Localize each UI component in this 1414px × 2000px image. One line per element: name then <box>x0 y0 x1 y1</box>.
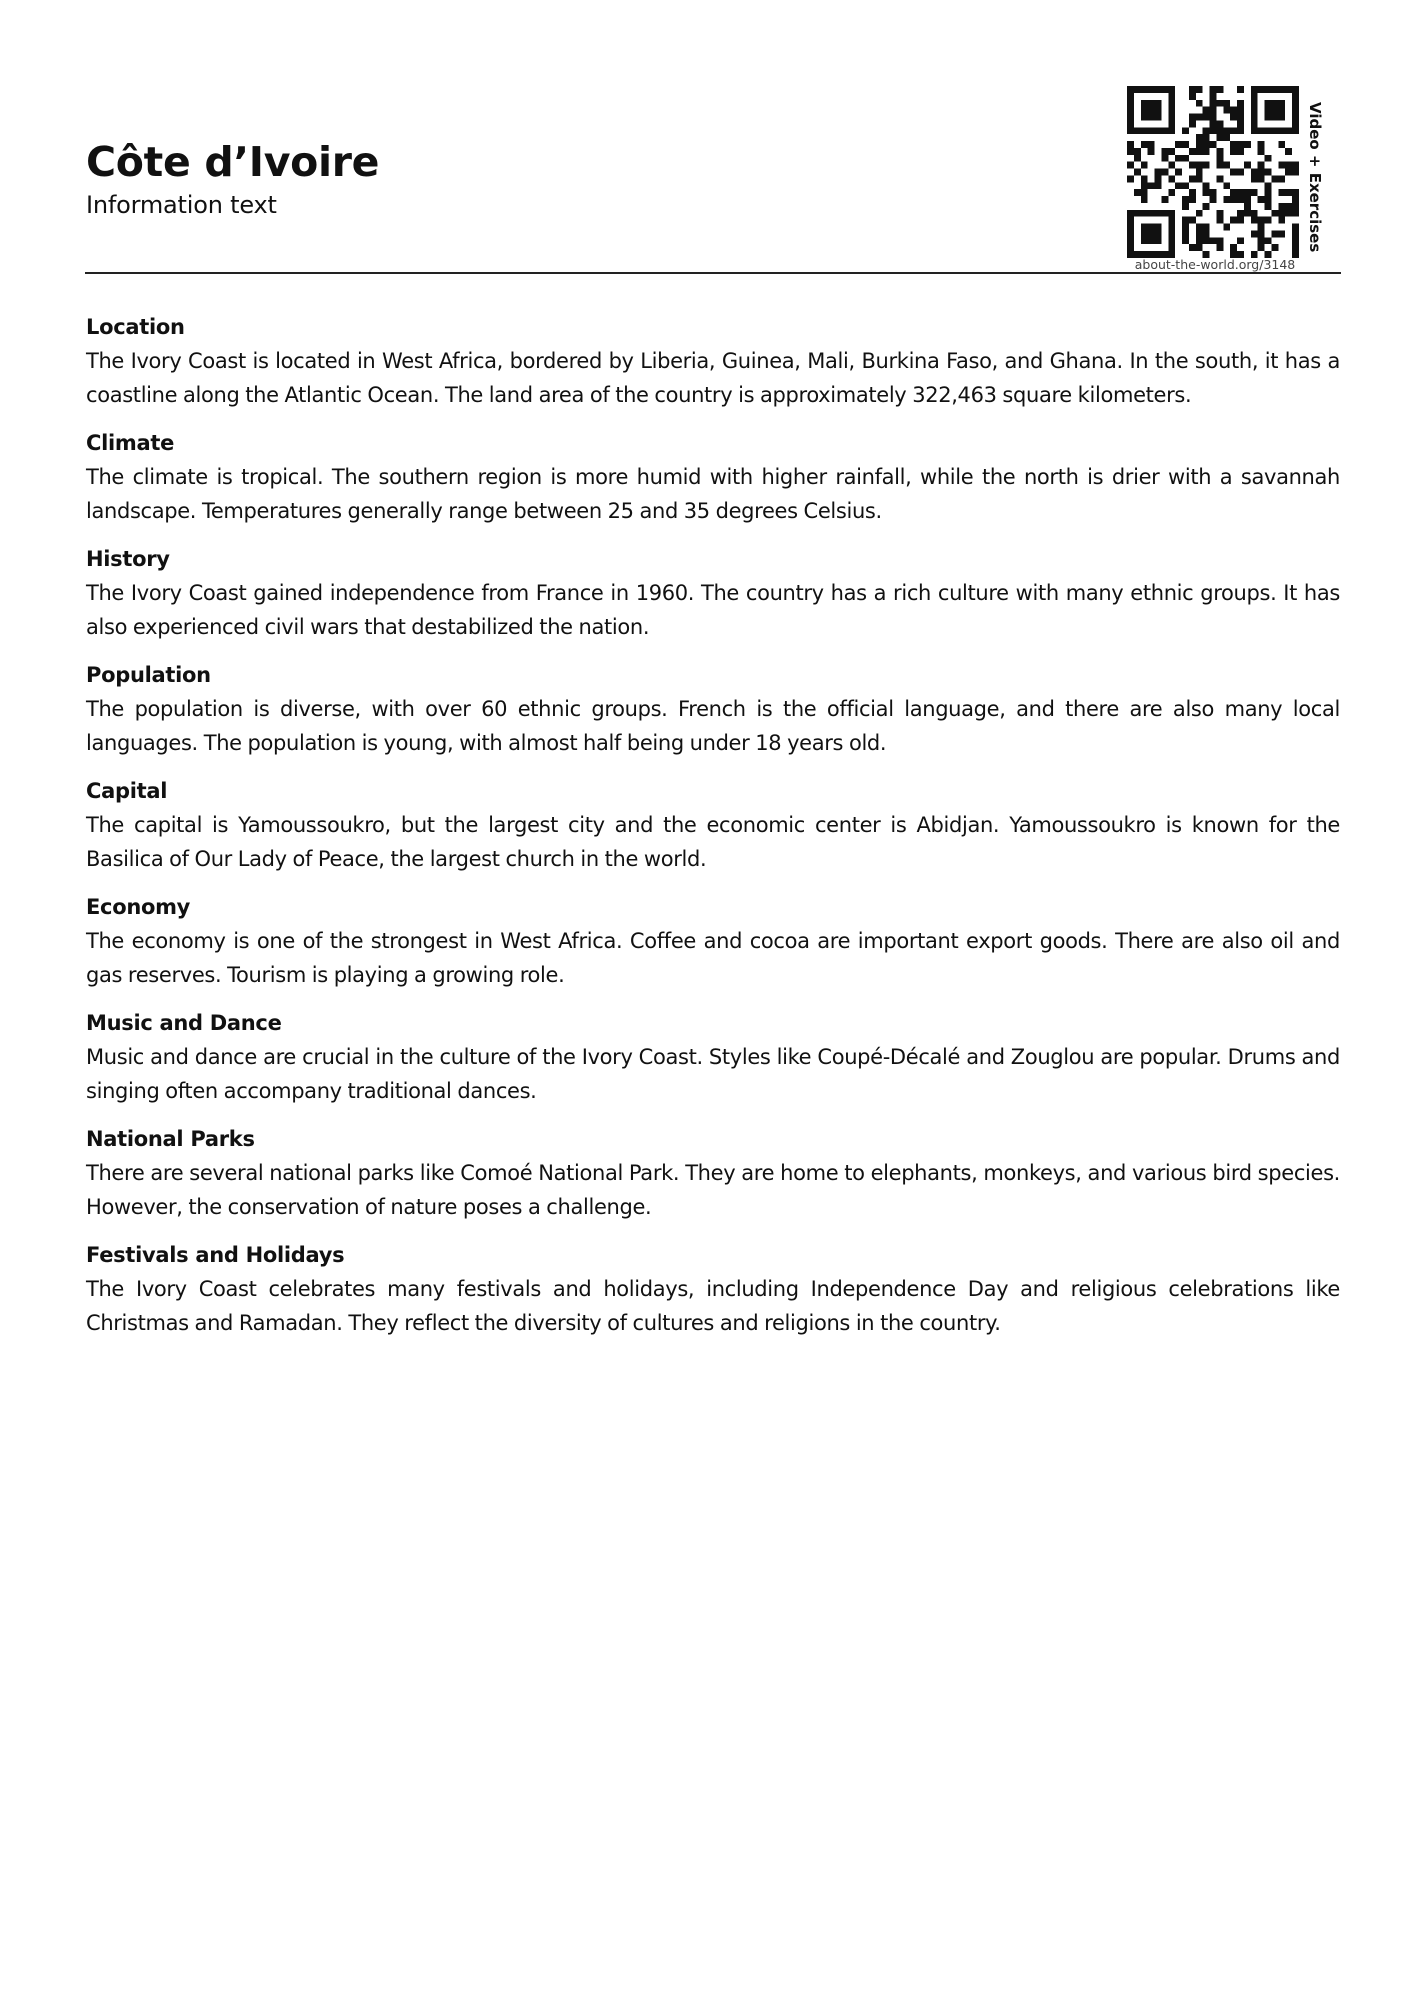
source-url[interactable]: about-the-world.org/3148 <box>1134 257 1296 272</box>
section-text: The Ivory Coast is located in West Africa, bordered by Liberia, Guinea, Mali, Burkina Faso, and Ghana. In the south, it has a coastline along the Atlantic Ocean. The land area of the country is approximately 322,463 square kilometers. <box>86 349 1340 407</box>
page-subtitle: Information text <box>86 191 277 219</box>
section-festivals-and-holidays <box>86 1238 1340 1340</box>
qr-code-icon[interactable] <box>1127 86 1299 258</box>
section-heading: Capital <box>86 779 168 803</box>
section-text: The capital is Yamoussoukro, but the largest city and the economic center is Abidjan. Yamoussoukro is known for the Basilica of Our Lady of Peace, the largest church in the world. <box>86 813 1340 871</box>
section-music-and-dance <box>86 1006 1340 1108</box>
section-heading: History <box>86 547 170 571</box>
section-text: The Ivory Coast gained independence from France in 1960. The country has a rich culture with many ethnic groups. It has also experienced civil wars that destabilized the nation. <box>86 581 1340 639</box>
section-history <box>86 542 1340 644</box>
section-national-parks <box>86 1122 1340 1224</box>
section-text: The climate is tropical. The southern region is more humid with higher rainfall, while the north is drier with a savannah landscape. Temperatures generally range between 25 and 35 degrees Celsius. <box>86 465 1340 523</box>
section-population <box>86 658 1340 760</box>
section-capital <box>86 774 1340 876</box>
section-heading: National Parks <box>86 1127 255 1151</box>
section-heading: Population <box>86 663 211 687</box>
page-title: Côte d’Ivoire <box>86 138 380 186</box>
section-climate <box>86 426 1340 528</box>
header-divider <box>85 272 1341 274</box>
section-text: The population is diverse, with over 60 ethnic groups. French is the official language, and there are also many local languages. The population is young, with almost half being under 18 years old. <box>86 697 1340 755</box>
section-text: The economy is one of the strongest in West Africa. Coffee and cocoa are important export goods. There are also oil and gas reserves. Tourism is playing a growing role. <box>86 929 1340 987</box>
section-heading: Festivals and Holidays <box>86 1243 345 1267</box>
video-exercises-label: Video + Exercises <box>1306 102 1324 253</box>
section-text: The Ivory Coast celebrates many festivals and holidays, including Independence Day and religious celebrations like Christmas and Ramadan. They reflect the diversity of cultures and religions in the country. <box>86 1277 1340 1335</box>
section-heading: Economy <box>86 895 191 919</box>
section-heading: Climate <box>86 431 175 455</box>
section-location <box>86 310 1340 412</box>
article-body <box>86 310 1340 1354</box>
section-text: There are several national parks like Comoé National Park. They are home to elephants, monkeys, and various bird species. However, the conservation of nature poses a challenge. <box>86 1161 1340 1219</box>
section-heading: Music and Dance <box>86 1011 282 1035</box>
section-text: Music and dance are crucial in the culture of the Ivory Coast. Styles like Coupé-Décalé and Zouglou are popular. Drums and singing often accompany traditional dances. <box>86 1045 1340 1103</box>
section-economy <box>86 890 1340 992</box>
section-heading: Location <box>86 315 185 339</box>
